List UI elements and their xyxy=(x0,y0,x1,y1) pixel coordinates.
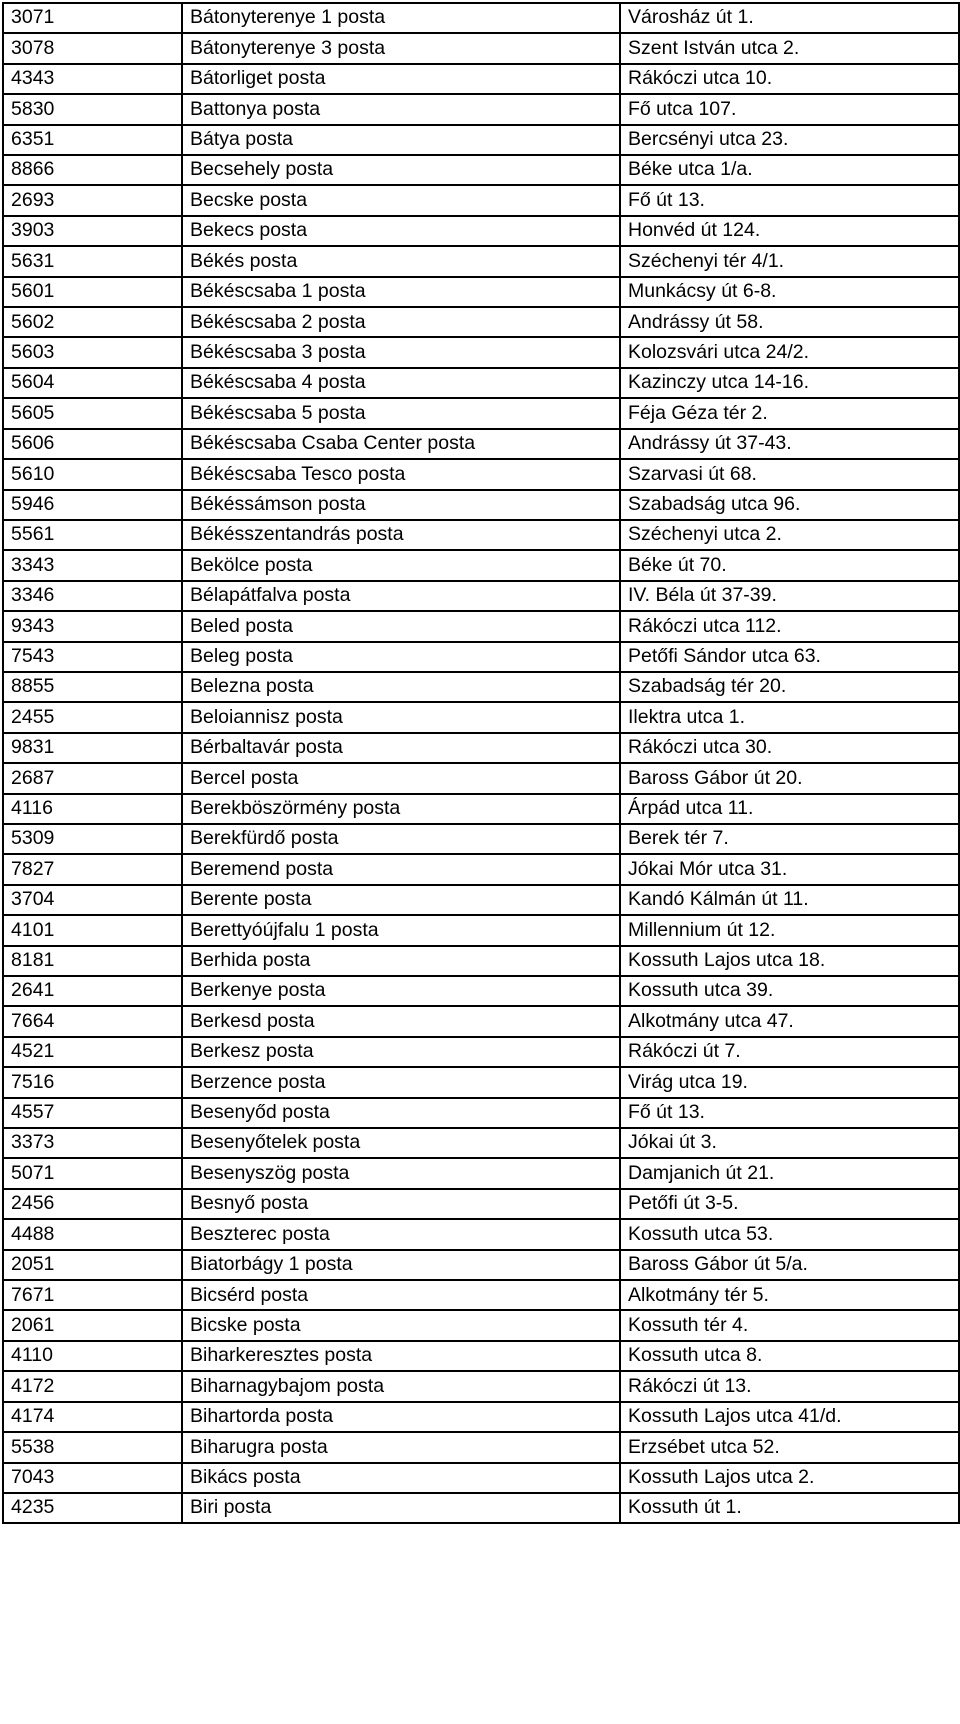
postal-code-cell: 7543 xyxy=(3,642,182,672)
postal-code-cell: 3704 xyxy=(3,885,182,915)
address-cell: Petőfi Sándor utca 63. xyxy=(620,642,959,672)
post-office-name-cell: Berekböszörmény posta xyxy=(182,794,620,824)
table-row xyxy=(3,1098,959,1128)
post-office-name-cell: Becske posta xyxy=(182,185,620,215)
post-office-name-cell: Berkesd posta xyxy=(182,1006,620,1036)
postal-code-cell: 2455 xyxy=(3,702,182,732)
address-cell: Szarvasi út 68. xyxy=(620,459,959,489)
table-row xyxy=(3,642,959,672)
post-office-name-cell: Besenyőd posta xyxy=(182,1098,620,1128)
post-office-name-cell: Beleg posta xyxy=(182,642,620,672)
postal-code-cell: 7671 xyxy=(3,1280,182,1310)
address-cell: Fő út 13. xyxy=(620,1098,959,1128)
table-row xyxy=(3,1006,959,1036)
postal-code-cell: 5071 xyxy=(3,1158,182,1188)
post-office-name-cell: Berekfürdő posta xyxy=(182,824,620,854)
address-cell: Damjanich út 21. xyxy=(620,1158,959,1188)
postal-code-cell: 3343 xyxy=(3,550,182,580)
post-office-name-cell: Bátonyterenye 3 posta xyxy=(182,33,620,63)
post-office-name-cell: Bicsérd posta xyxy=(182,1280,620,1310)
post-office-name-cell: Biharugra posta xyxy=(182,1432,620,1462)
post-office-name-cell: Biharkeresztes posta xyxy=(182,1341,620,1371)
table-row xyxy=(3,915,959,945)
post-office-name-cell: Biri posta xyxy=(182,1493,620,1523)
postal-code-cell: 4343 xyxy=(3,64,182,94)
address-cell: Virág utca 19. xyxy=(620,1067,959,1097)
table-row xyxy=(3,1037,959,1067)
table-row xyxy=(3,1250,959,1280)
post-office-name-cell: Bekecs posta xyxy=(182,216,620,246)
post-office-table-body xyxy=(3,3,959,1523)
post-office-name-cell: Békéscsaba 5 posta xyxy=(182,398,620,428)
address-cell: Baross Gábor út 20. xyxy=(620,763,959,793)
post-office-name-cell: Berente posta xyxy=(182,885,620,915)
table-row xyxy=(3,337,959,367)
address-cell: Fő út 13. xyxy=(620,185,959,215)
table-row xyxy=(3,733,959,763)
table-row xyxy=(3,490,959,520)
address-cell: Andrássy út 58. xyxy=(620,307,959,337)
table-row xyxy=(3,1067,959,1097)
address-cell: Petőfi út 3-5. xyxy=(620,1189,959,1219)
post-office-name-cell: Berkesz posta xyxy=(182,1037,620,1067)
postal-code-cell: 4110 xyxy=(3,1341,182,1371)
post-office-name-cell: Békésszentandrás posta xyxy=(182,520,620,550)
postal-code-cell: 3346 xyxy=(3,581,182,611)
table-row xyxy=(3,1128,959,1158)
post-office-name-cell: Belezna posta xyxy=(182,672,620,702)
postal-code-cell: 5604 xyxy=(3,368,182,398)
table-row xyxy=(3,1463,959,1493)
table-row xyxy=(3,854,959,884)
postal-code-cell: 5830 xyxy=(3,94,182,124)
postal-code-cell: 5603 xyxy=(3,337,182,367)
post-office-name-cell: Besenyszög posta xyxy=(182,1158,620,1188)
table-row xyxy=(3,185,959,215)
table-row xyxy=(3,1371,959,1401)
post-office-name-cell: Beszterec posta xyxy=(182,1219,620,1249)
postal-code-cell: 5606 xyxy=(3,429,182,459)
address-cell: Szent István utca 2. xyxy=(620,33,959,63)
postal-code-cell: 6351 xyxy=(3,125,182,155)
postal-code-cell: 9343 xyxy=(3,611,182,641)
address-cell: Árpád utca 11. xyxy=(620,794,959,824)
post-office-name-cell: Bihartorda posta xyxy=(182,1402,620,1432)
postal-code-cell: 5605 xyxy=(3,398,182,428)
post-office-name-cell: Biatorbágy 1 posta xyxy=(182,1250,620,1280)
table-row xyxy=(3,611,959,641)
address-cell: Kossuth út 1. xyxy=(620,1493,959,1523)
table-row xyxy=(3,1493,959,1523)
address-cell: Szabadság utca 96. xyxy=(620,490,959,520)
table-row xyxy=(3,1310,959,1340)
address-cell: Ilektra utca 1. xyxy=(620,702,959,732)
address-cell: Andrássy út 37-43. xyxy=(620,429,959,459)
table-row xyxy=(3,33,959,63)
table-row xyxy=(3,520,959,550)
postal-code-cell: 2051 xyxy=(3,1250,182,1280)
table-row xyxy=(3,550,959,580)
address-cell: Berek tér 7. xyxy=(620,824,959,854)
table-row xyxy=(3,824,959,854)
postal-code-cell: 5538 xyxy=(3,1432,182,1462)
post-office-name-cell: Bátya posta xyxy=(182,125,620,155)
table-row xyxy=(3,885,959,915)
table-row xyxy=(3,94,959,124)
post-office-table xyxy=(2,2,960,1524)
post-office-name-cell: Besenyőtelek posta xyxy=(182,1128,620,1158)
address-cell: Kazinczy utca 14-16. xyxy=(620,368,959,398)
postal-code-cell: 4488 xyxy=(3,1219,182,1249)
address-cell: Kossuth tér 4. xyxy=(620,1310,959,1340)
post-office-name-cell: Berettyóújfalu 1 posta xyxy=(182,915,620,945)
postal-code-cell: 7664 xyxy=(3,1006,182,1036)
postal-code-cell: 4101 xyxy=(3,915,182,945)
postal-code-cell: 4172 xyxy=(3,1371,182,1401)
address-cell: Rákóczi utca 112. xyxy=(620,611,959,641)
postal-code-cell: 7043 xyxy=(3,1463,182,1493)
post-office-name-cell: Bercel posta xyxy=(182,763,620,793)
post-office-name-cell: Berhida posta xyxy=(182,946,620,976)
address-cell: Kossuth Lajos utca 2. xyxy=(620,1463,959,1493)
post-office-name-cell: Berkenye posta xyxy=(182,976,620,1006)
address-cell: Alkotmány tér 5. xyxy=(620,1280,959,1310)
post-office-name-cell: Besnyő posta xyxy=(182,1189,620,1219)
post-office-name-cell: Békéscsaba 1 posta xyxy=(182,277,620,307)
address-cell: Széchenyi utca 2. xyxy=(620,520,959,550)
table-row xyxy=(3,64,959,94)
post-office-name-cell: Biharnagybajom posta xyxy=(182,1371,620,1401)
address-cell: Kossuth utca 8. xyxy=(620,1341,959,1371)
address-cell: Erzsébet utca 52. xyxy=(620,1432,959,1462)
postal-code-cell: 2456 xyxy=(3,1189,182,1219)
post-office-name-cell: Bátorliget posta xyxy=(182,64,620,94)
table-row xyxy=(3,1219,959,1249)
postal-code-cell: 5561 xyxy=(3,520,182,550)
address-cell: Jókai Mór utca 31. xyxy=(620,854,959,884)
postal-code-cell: 8866 xyxy=(3,155,182,185)
address-cell: Béke utca 1/a. xyxy=(620,155,959,185)
postal-code-cell: 9831 xyxy=(3,733,182,763)
address-cell: Kandó Kálmán út 11. xyxy=(620,885,959,915)
table-row xyxy=(3,794,959,824)
address-cell: Millennium út 12. xyxy=(620,915,959,945)
post-office-name-cell: Bátonyterenye 1 posta xyxy=(182,3,620,33)
table-row xyxy=(3,763,959,793)
post-office-name-cell: Berzence posta xyxy=(182,1067,620,1097)
post-office-name-cell: Becsehely posta xyxy=(182,155,620,185)
address-cell: Baross Gábor út 5/a. xyxy=(620,1250,959,1280)
postal-code-cell: 3373 xyxy=(3,1128,182,1158)
post-office-name-cell: Békéscsaba Csaba Center posta xyxy=(182,429,620,459)
postal-code-cell: 5309 xyxy=(3,824,182,854)
post-office-name-cell: Békéssámson posta xyxy=(182,490,620,520)
table-row xyxy=(3,368,959,398)
table-row xyxy=(3,1341,959,1371)
address-cell: Rákóczi út 13. xyxy=(620,1371,959,1401)
postal-code-cell: 7827 xyxy=(3,854,182,884)
post-office-name-cell: Békéscsaba 2 posta xyxy=(182,307,620,337)
post-office-name-cell: Bekölce posta xyxy=(182,550,620,580)
postal-code-cell: 2693 xyxy=(3,185,182,215)
table-row xyxy=(3,277,959,307)
address-cell: Kolozsvári utca 24/2. xyxy=(620,337,959,367)
table-row xyxy=(3,125,959,155)
postal-code-cell: 7516 xyxy=(3,1067,182,1097)
table-row xyxy=(3,976,959,1006)
table-row xyxy=(3,1280,959,1310)
table-row xyxy=(3,581,959,611)
table-row xyxy=(3,672,959,702)
postal-code-cell: 3903 xyxy=(3,216,182,246)
postal-code-cell: 5631 xyxy=(3,246,182,276)
address-cell: Béke út 70. xyxy=(620,550,959,580)
postal-code-cell: 4116 xyxy=(3,794,182,824)
postal-code-cell: 3071 xyxy=(3,3,182,33)
postal-code-cell: 2641 xyxy=(3,976,182,1006)
post-office-name-cell: Békés posta xyxy=(182,246,620,276)
post-office-name-cell: Battonya posta xyxy=(182,94,620,124)
postal-code-cell: 4557 xyxy=(3,1098,182,1128)
postal-code-cell: 3078 xyxy=(3,33,182,63)
post-office-name-cell: Békéscsaba Tesco posta xyxy=(182,459,620,489)
address-cell: Kossuth Lajos utca 18. xyxy=(620,946,959,976)
post-office-name-cell: Békéscsaba 3 posta xyxy=(182,337,620,367)
address-cell: Városház út 1. xyxy=(620,3,959,33)
address-cell: Kossuth Lajos utca 41/d. xyxy=(620,1402,959,1432)
post-office-name-cell: Bérbaltavár posta xyxy=(182,733,620,763)
postal-code-cell: 5602 xyxy=(3,307,182,337)
table-row xyxy=(3,398,959,428)
address-cell: Kossuth utca 39. xyxy=(620,976,959,1006)
address-cell: Szabadság tér 20. xyxy=(620,672,959,702)
table-row xyxy=(3,1432,959,1462)
postal-code-cell: 2061 xyxy=(3,1310,182,1340)
postal-code-cell: 4521 xyxy=(3,1037,182,1067)
postal-code-cell: 5946 xyxy=(3,490,182,520)
post-office-name-cell: Beremend posta xyxy=(182,854,620,884)
table-row xyxy=(3,155,959,185)
table-row xyxy=(3,307,959,337)
post-office-name-cell: Békéscsaba 4 posta xyxy=(182,368,620,398)
address-cell: Jókai út 3. xyxy=(620,1128,959,1158)
table-row xyxy=(3,459,959,489)
address-cell: Honvéd út 124. xyxy=(620,216,959,246)
postal-code-cell: 4235 xyxy=(3,1493,182,1523)
postal-code-cell: 5601 xyxy=(3,277,182,307)
address-cell: Rákóczi utca 10. xyxy=(620,64,959,94)
address-cell: Fő utca 107. xyxy=(620,94,959,124)
postal-code-cell: 4174 xyxy=(3,1402,182,1432)
postal-code-cell: 8855 xyxy=(3,672,182,702)
address-cell: Munkácsy út 6-8. xyxy=(620,277,959,307)
table-row xyxy=(3,246,959,276)
address-cell: Alkotmány utca 47. xyxy=(620,1006,959,1036)
table-row xyxy=(3,216,959,246)
table-row xyxy=(3,946,959,976)
table-row xyxy=(3,1158,959,1188)
post-office-name-cell: Beled posta xyxy=(182,611,620,641)
postal-code-cell: 5610 xyxy=(3,459,182,489)
address-cell: Széchenyi tér 4/1. xyxy=(620,246,959,276)
address-cell: Rákóczi utca 30. xyxy=(620,733,959,763)
table-row xyxy=(3,1402,959,1432)
table-row xyxy=(3,702,959,732)
post-office-name-cell: Bicske posta xyxy=(182,1310,620,1340)
table-row xyxy=(3,3,959,33)
postal-code-cell: 2687 xyxy=(3,763,182,793)
address-cell: IV. Béla út 37-39. xyxy=(620,581,959,611)
address-cell: Kossuth utca 53. xyxy=(620,1219,959,1249)
postal-code-cell: 8181 xyxy=(3,946,182,976)
post-office-name-cell: Bélapátfalva posta xyxy=(182,581,620,611)
post-office-name-cell: Beloiannisz posta xyxy=(182,702,620,732)
address-cell: Bercsényi utca 23. xyxy=(620,125,959,155)
address-cell: Féja Géza tér 2. xyxy=(620,398,959,428)
table-row xyxy=(3,429,959,459)
table-row xyxy=(3,1189,959,1219)
post-office-name-cell: Bikács posta xyxy=(182,1463,620,1493)
address-cell: Rákóczi út 7. xyxy=(620,1037,959,1067)
